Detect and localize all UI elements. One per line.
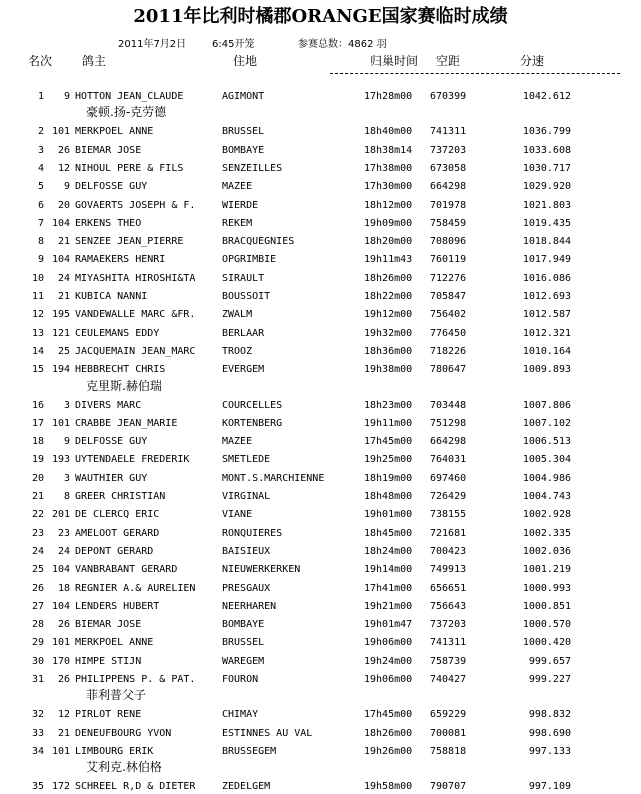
speed-cell: 1012.321 <box>522 327 571 339</box>
table-row <box>0 199 641 213</box>
location-cell: ESTINNES AU VAL <box>222 727 313 739</box>
arrival-time-cell: 18h12m00 <box>364 199 413 211</box>
table-row <box>0 217 641 231</box>
location-cell: KORTENBERG <box>222 417 283 429</box>
race-date: 2011年7月2日 <box>118 39 187 50</box>
location-cell: ZWALM <box>222 309 253 321</box>
speed-cell: 1004.986 <box>522 472 571 484</box>
arrival-time-cell: 18h26m00 <box>364 272 413 284</box>
owner-cell: VANBRABANT GERARD <box>75 564 178 576</box>
club-id-cell: 101 <box>51 417 70 429</box>
table-row <box>0 582 641 596</box>
location-cell: VIANE <box>222 509 253 521</box>
location-cell: MAZEE <box>222 181 253 193</box>
club-id-cell: 21 <box>57 727 70 739</box>
arrival-time-cell: 18h40m00 <box>364 126 413 138</box>
arrival-time-cell: 17h28m00 <box>364 91 413 102</box>
owner-cell: BIEMAR JOSE <box>75 144 142 156</box>
rank-cell: 17 <box>31 417 44 429</box>
speed-cell: 999.657 <box>528 655 571 667</box>
owner-chinese-name: 豪顿.扬-克劳德 <box>86 105 167 120</box>
distance-cell: 758739 <box>430 655 467 667</box>
location-cell: NIEUWERKERKEN <box>222 564 301 576</box>
rank-cell: 10 <box>31 272 44 284</box>
owner-cell: MERKPOEL ANNE <box>75 126 154 138</box>
club-id-cell: 12 <box>57 162 70 174</box>
rank-cell: 35 <box>31 781 44 793</box>
table-row <box>0 235 641 249</box>
distance-cell: 780647 <box>430 364 467 376</box>
club-id-cell: 21 <box>57 291 70 302</box>
owner-cell: NIHOUL PERE & FILS <box>75 162 184 174</box>
arrival-time-cell: 19h06m00 <box>364 637 413 649</box>
club-id-cell: 172 <box>51 781 70 793</box>
distance-cell: 697460 <box>430 472 467 484</box>
location-cell: BOMBAYE <box>222 619 265 631</box>
location-cell: ZEDELGEM <box>222 781 271 793</box>
header-divider <box>330 73 620 74</box>
arrival-time-cell: 18h36m00 <box>364 345 413 357</box>
distance-cell: 721681 <box>430 527 467 539</box>
speed-cell: 1000.420 <box>522 637 571 649</box>
speed-cell: 1000.851 <box>522 600 571 612</box>
rank-cell: 1 <box>37 91 44 102</box>
distance-cell: 670399 <box>430 91 467 102</box>
arrival-time-cell: 18h19m00 <box>364 472 413 484</box>
location-cell: BRUSSEL <box>222 637 265 649</box>
speed-cell: 1017.949 <box>522 254 571 266</box>
distance-cell: 664298 <box>430 181 467 193</box>
arrival-time-cell: 17h38m00 <box>364 162 413 174</box>
owner-cell: REGNIER A.& AURELIEN <box>75 582 196 594</box>
owner-cell: MIYASHITA HIROSHI&TA <box>75 272 196 284</box>
location-cell: BRACQUEGNIES <box>222 236 295 248</box>
owner-cell: DELFOSSE GUY <box>75 181 148 193</box>
distance-cell: 776450 <box>430 327 467 339</box>
owner-cell: JACQUEMAIN JEAN_MARC <box>75 345 196 357</box>
speed-cell: 1005.304 <box>522 454 571 466</box>
owner-cell: DEPONT GERARD <box>75 545 154 557</box>
owner-cell: SCHREEL R,D & DIETER <box>75 781 196 793</box>
table-row <box>0 180 641 194</box>
distance-cell: 718226 <box>430 345 467 357</box>
speed-cell: 997.109 <box>528 781 571 793</box>
speed-cell: 1021.803 <box>522 199 571 211</box>
club-id-cell: 104 <box>51 217 70 229</box>
rank-cell: 18 <box>31 436 44 448</box>
table-row <box>0 545 641 559</box>
table-row <box>0 162 641 176</box>
club-id-cell: 23 <box>57 527 70 539</box>
location-cell: BERLAAR <box>222 327 265 339</box>
table-row <box>0 90 641 104</box>
arrival-time-cell: 18h48m00 <box>364 491 413 502</box>
distance-cell: 741311 <box>430 126 467 138</box>
table-row <box>0 290 641 304</box>
arrival-time-cell: 19h11m00 <box>364 417 413 429</box>
location-cell: MAZEE <box>222 436 253 448</box>
location-cell: BRUSSEL <box>222 126 265 138</box>
distance-cell: 758818 <box>430 745 467 757</box>
speed-cell: 1012.693 <box>522 291 571 302</box>
distance-cell: 740427 <box>430 674 467 685</box>
arrival-time-cell: 17h45m00 <box>364 436 413 448</box>
club-id-cell: 195 <box>51 309 70 321</box>
arrival-time-cell: 17h41m00 <box>364 582 413 594</box>
rank-cell: 7 <box>37 217 44 229</box>
distance-cell: 737203 <box>430 144 467 156</box>
arrival-time-cell: 19h32m00 <box>364 327 413 339</box>
arrival-time-cell: 19h38m00 <box>364 364 413 376</box>
location-cell: VIRGINAL <box>222 491 271 502</box>
table-row <box>0 490 641 504</box>
rank-cell: 21 <box>31 491 44 502</box>
speed-cell: 1012.587 <box>522 309 571 321</box>
club-id-cell: 194 <box>51 364 70 376</box>
release-time: 6:45开笼 <box>212 39 255 50</box>
rank-cell: 32 <box>31 709 44 721</box>
owner-cell: HOTTON JEAN_CLAUDE <box>75 91 184 102</box>
table-row <box>0 780 641 794</box>
club-id-cell: 26 <box>57 619 70 631</box>
location-cell: BRUSSEGEM <box>222 745 277 757</box>
rank-cell: 20 <box>31 472 44 484</box>
table-row <box>0 655 641 669</box>
arrival-time-cell: 18h20m00 <box>364 236 413 248</box>
distance-cell: 790707 <box>430 781 467 793</box>
header-rank: 名次 <box>28 54 53 68</box>
owner-cell: BIEMAR JOSE <box>75 619 142 631</box>
arrival-time-cell: 18h22m00 <box>364 291 413 302</box>
arrival-time-cell: 18h38m14 <box>364 144 413 156</box>
owner-cell: MERKPOEL ANNE <box>75 637 154 649</box>
rank-cell: 6 <box>37 199 44 211</box>
location-cell: WIERDE <box>222 199 259 211</box>
club-id-cell: 21 <box>57 236 70 248</box>
location-cell: SMETLEDE <box>222 454 271 466</box>
rank-cell: 16 <box>31 399 44 411</box>
speed-cell: 1000.993 <box>522 582 571 594</box>
page-title: 2011年比利时橘郡ORANGE国家赛临时成绩 <box>133 6 508 27</box>
rank-cell: 30 <box>31 655 44 667</box>
owner-cell: DELFOSSE GUY <box>75 436 148 448</box>
rank-cell: 24 <box>31 545 44 557</box>
table-row <box>0 563 641 577</box>
owner-cell: DENEUFBOURG YVON <box>75 727 172 739</box>
distance-cell: 700423 <box>430 545 467 557</box>
header-owner: 鸽主 <box>82 54 107 68</box>
table-row <box>0 363 641 377</box>
speed-cell: 1019.435 <box>522 217 571 229</box>
distance-cell: 673058 <box>430 162 467 174</box>
rank-cell: 14 <box>31 345 44 357</box>
owner-cell: LENDERS HUBERT <box>75 600 160 612</box>
distance-cell: 741311 <box>430 637 467 649</box>
table-row <box>0 435 641 449</box>
club-id-cell: 25 <box>57 345 70 357</box>
club-id-cell: 24 <box>57 272 70 284</box>
arrival-time-cell: 19h21m00 <box>364 600 413 612</box>
table-row <box>0 636 641 650</box>
location-cell: FOURON <box>222 674 259 685</box>
rank-cell: 9 <box>37 254 44 266</box>
speed-cell: 1002.335 <box>522 527 571 539</box>
distance-cell: 656651 <box>430 582 467 594</box>
owner-cell: CRABBE JEAN_MARIE <box>75 417 178 429</box>
rank-cell: 28 <box>31 619 44 631</box>
speed-cell: 1036.799 <box>522 126 571 138</box>
rank-cell: 33 <box>31 727 44 739</box>
speed-cell: 998.690 <box>528 727 571 739</box>
location-cell: BAISIEUX <box>222 545 271 557</box>
location-cell: EVERGEM <box>222 364 265 376</box>
owner-cell: DE CLERCQ ERIC <box>75 509 160 521</box>
location-cell: CHIMAY <box>222 709 259 721</box>
speed-cell: 1033.608 <box>522 144 571 156</box>
owner-chinese-name: 克里斯.赫伯瑞 <box>86 378 162 393</box>
distance-cell: 700081 <box>430 727 467 739</box>
rank-cell: 4 <box>37 162 44 174</box>
club-id-cell: 104 <box>51 564 70 576</box>
distance-cell: 756402 <box>430 309 467 321</box>
speed-cell: 1010.164 <box>522 345 571 357</box>
speed-cell: 1007.102 <box>522 417 571 429</box>
club-id-cell: 101 <box>51 637 70 649</box>
owner-chinese-name: 菲利普父子 <box>86 688 147 703</box>
club-id-cell: 101 <box>51 126 70 138</box>
distance-cell: 659229 <box>430 709 467 721</box>
owner-cell: SENZEE JEAN_PIERRE <box>75 236 184 248</box>
header-time: 归巢时间 <box>370 54 419 68</box>
location-cell: SENZEILLES <box>222 162 283 174</box>
table-row <box>0 673 641 687</box>
table-row <box>0 600 641 614</box>
distance-cell: 708096 <box>430 236 467 248</box>
club-id-cell: 3 <box>63 472 70 484</box>
arrival-time-cell: 17h30m00 <box>364 181 413 193</box>
arrival-time-cell: 19h01m47 <box>364 619 413 631</box>
distance-cell: 712276 <box>430 272 467 284</box>
club-id-cell: 3 <box>63 399 70 411</box>
distance-cell: 664298 <box>430 436 467 448</box>
table-row <box>0 417 641 431</box>
table-row <box>0 327 641 341</box>
rank-cell: 2 <box>37 126 44 138</box>
club-id-cell: 101 <box>51 745 70 757</box>
rank-cell: 22 <box>31 509 44 521</box>
table-row <box>0 125 641 139</box>
arrival-time-cell: 17h45m00 <box>364 709 413 721</box>
location-cell: RONQUIERES <box>222 527 283 539</box>
owner-cell: HEBBRECHT CHRIS <box>75 364 166 376</box>
arrival-time-cell: 19h09m00 <box>364 217 413 229</box>
owner-cell: ERKENS THEO <box>75 217 142 229</box>
owner-cell: PHILIPPENS P. & PAT. <box>75 674 196 685</box>
speed-cell: 1042.612 <box>522 91 571 102</box>
club-id-cell: 26 <box>57 144 70 156</box>
owner-cell: RAMAEKERS HENRI <box>75 254 166 266</box>
location-cell: PRESGAUX <box>222 582 271 594</box>
header-distance: 空距 <box>436 54 461 68</box>
table-row <box>0 727 641 741</box>
header-location: 住地 <box>233 54 258 68</box>
arrival-time-cell: 19h14m00 <box>364 564 413 576</box>
owner-cell: HIMPE STIJN <box>75 655 142 667</box>
owner-cell: AMELOOT GERARD <box>75 527 160 539</box>
distance-cell: 764031 <box>430 454 467 466</box>
header-speed: 分速 <box>520 54 545 68</box>
owner-chinese-name: 艾利克.林伯格 <box>86 760 162 775</box>
speed-cell: 1001.219 <box>522 564 571 576</box>
table-row <box>0 308 641 322</box>
arrival-time-cell: 19h24m00 <box>364 655 413 667</box>
arrival-time-cell: 19h58m00 <box>364 781 413 793</box>
speed-cell: 1018.844 <box>522 236 571 248</box>
arrival-time-cell: 18h23m00 <box>364 399 413 411</box>
speed-cell: 1030.717 <box>522 162 571 174</box>
club-id-cell: 26 <box>57 674 70 685</box>
owner-cell: LIMBOURG ERIK <box>75 745 154 757</box>
speed-cell: 1009.893 <box>522 364 571 376</box>
rank-cell: 11 <box>31 291 44 302</box>
club-id-cell: 9 <box>63 181 70 193</box>
speed-cell: 1002.928 <box>522 509 571 521</box>
table-row <box>0 272 641 286</box>
owner-cell: UYTENDAELE FREDERIK <box>75 454 190 466</box>
club-id-cell: 18 <box>57 582 70 594</box>
location-cell: WAREGEM <box>222 655 265 667</box>
owner-cell: CEULEMANS EDDY <box>75 327 160 339</box>
table-row <box>0 345 641 359</box>
location-cell: COURCELLES <box>222 399 283 411</box>
arrival-time-cell: 18h26m00 <box>364 727 413 739</box>
owner-cell: VANDEWALLE MARC &FR. <box>75 309 196 321</box>
speed-cell: 1007.806 <box>522 399 571 411</box>
rank-cell: 27 <box>31 600 44 612</box>
rank-cell: 25 <box>31 564 44 576</box>
distance-cell: 737203 <box>430 619 467 631</box>
table-row <box>0 527 641 541</box>
rank-cell: 29 <box>31 637 44 649</box>
arrival-time-cell: 19h11m43 <box>364 254 413 266</box>
owner-cell: GOVAERTS JOSEPH & F. <box>75 199 196 211</box>
club-id-cell: 193 <box>51 454 70 466</box>
table-row <box>0 144 641 158</box>
location-cell: SIRAULT <box>222 272 265 284</box>
distance-cell: 760119 <box>430 254 467 266</box>
owner-cell: PIRLOT RENE <box>75 709 142 721</box>
distance-cell: 738155 <box>430 509 467 521</box>
speed-cell: 1004.743 <box>522 491 571 502</box>
distance-cell: 756643 <box>430 600 467 612</box>
owner-cell: WAUTHIER GUY <box>75 472 148 484</box>
rank-cell: 13 <box>31 327 44 339</box>
table-row <box>0 253 641 267</box>
speed-cell: 1006.513 <box>522 436 571 448</box>
location-cell: NEERHAREN <box>222 600 277 612</box>
distance-cell: 705847 <box>430 291 467 302</box>
club-id-cell: 170 <box>51 655 70 667</box>
club-id-cell: 9 <box>63 436 70 448</box>
owner-cell: KUBICA NANNI <box>75 291 148 302</box>
arrival-time-cell: 19h12m00 <box>364 309 413 321</box>
location-cell: TROOZ <box>222 345 253 357</box>
location-cell: REKEM <box>222 217 253 229</box>
arrival-time-cell: 18h24m00 <box>364 545 413 557</box>
speed-cell: 1016.086 <box>522 272 571 284</box>
club-id-cell: 9 <box>63 91 70 102</box>
owner-cell: GREER CHRISTIAN <box>75 491 166 502</box>
rank-cell: 31 <box>31 674 44 685</box>
speed-cell: 1002.036 <box>522 545 571 557</box>
club-id-cell: 104 <box>51 600 70 612</box>
rank-cell: 23 <box>31 527 44 539</box>
location-cell: MONT.S.MARCHIENNE <box>222 472 325 484</box>
table-row <box>0 453 641 467</box>
speed-cell: 999.227 <box>528 674 571 685</box>
entries-count: 参赛总数：4862 羽 <box>298 39 387 50</box>
speed-cell: 997.133 <box>528 745 571 757</box>
arrival-time-cell: 19h06m00 <box>364 674 413 685</box>
rank-cell: 8 <box>37 236 44 248</box>
owner-cell: DIVERS MARC <box>75 399 142 411</box>
speed-cell: 998.832 <box>528 709 571 721</box>
location-cell: OPGRIMBIE <box>222 254 277 266</box>
location-cell: AGIMONT <box>222 91 265 102</box>
location-cell: BOUSSOIT <box>222 291 271 302</box>
rank-cell: 15 <box>31 364 44 376</box>
table-row <box>0 508 641 522</box>
arrival-time-cell: 18h45m00 <box>364 527 413 539</box>
distance-cell: 726429 <box>430 491 467 502</box>
location-cell: BOMBAYE <box>222 144 265 156</box>
rank-cell: 34 <box>31 745 44 757</box>
distance-cell: 751298 <box>430 417 467 429</box>
table-row <box>0 745 641 759</box>
rank-cell: 12 <box>31 309 44 321</box>
distance-cell: 703448 <box>430 399 467 411</box>
distance-cell: 701978 <box>430 199 467 211</box>
club-id-cell: 104 <box>51 254 70 266</box>
table-row <box>0 708 641 722</box>
arrival-time-cell: 19h26m00 <box>364 745 413 757</box>
speed-cell: 1029.920 <box>522 181 571 193</box>
rank-cell: 26 <box>31 582 44 594</box>
speed-cell: 1000.570 <box>522 619 571 631</box>
rank-cell: 5 <box>37 181 44 193</box>
table-row <box>0 399 641 413</box>
club-id-cell: 12 <box>57 709 70 721</box>
arrival-time-cell: 19h01m00 <box>364 509 413 521</box>
distance-cell: 758459 <box>430 217 467 229</box>
distance-cell: 749913 <box>430 564 467 576</box>
arrival-time-cell: 19h25m00 <box>364 454 413 466</box>
club-id-cell: 201 <box>51 509 70 521</box>
rank-cell: 3 <box>37 144 44 156</box>
club-id-cell: 20 <box>57 199 70 211</box>
table-row <box>0 618 641 632</box>
rank-cell: 19 <box>31 454 44 466</box>
club-id-cell: 121 <box>51 327 70 339</box>
table-row <box>0 472 641 486</box>
club-id-cell: 24 <box>57 545 70 557</box>
club-id-cell: 8 <box>63 491 70 502</box>
